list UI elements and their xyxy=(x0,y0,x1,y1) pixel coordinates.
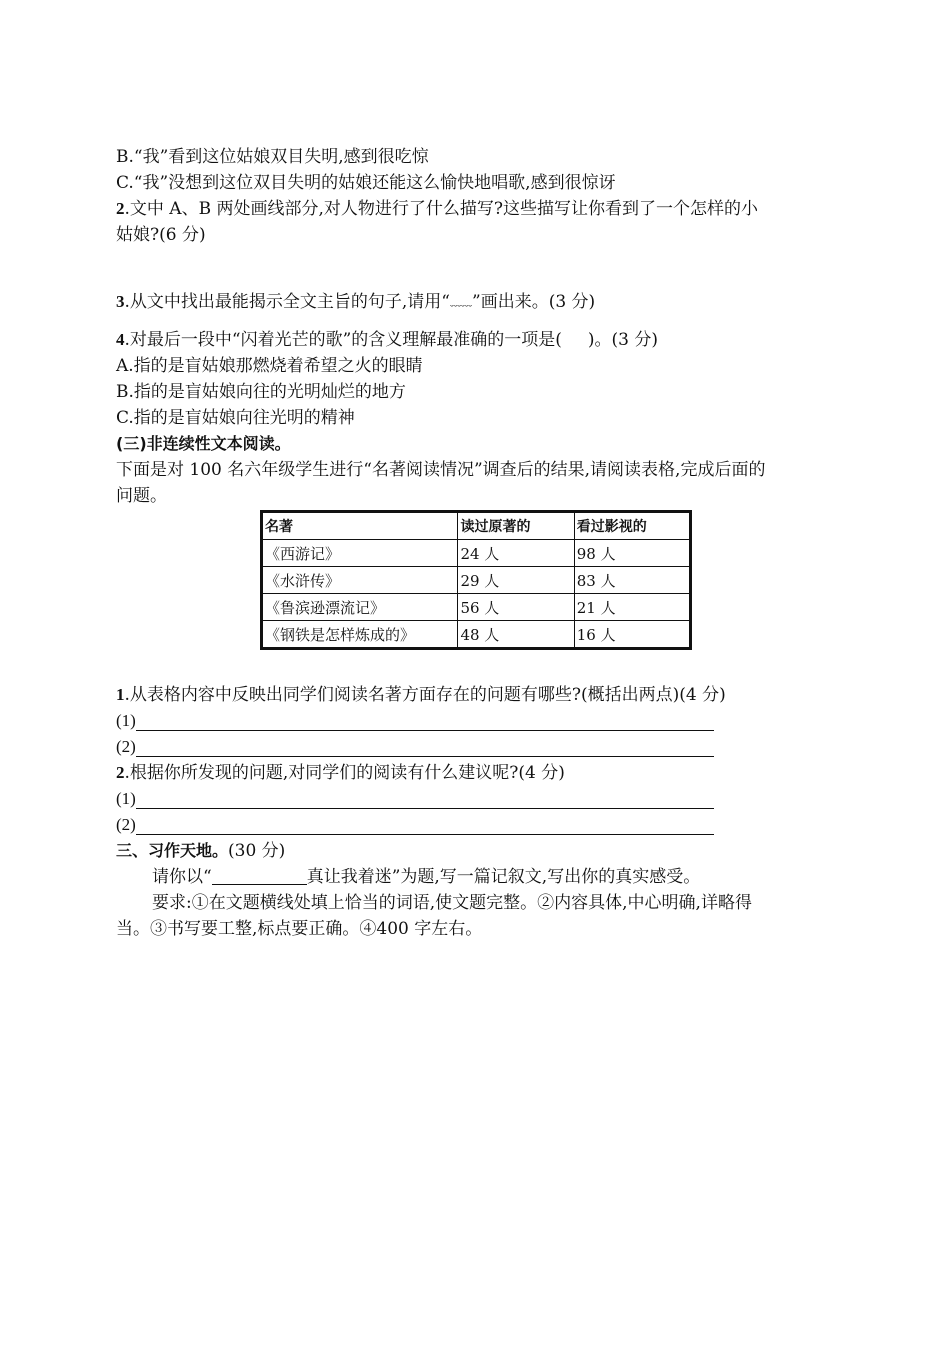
question-number: 1 xyxy=(116,685,125,704)
header-read-original: 读过原著的 xyxy=(458,512,574,540)
table-row xyxy=(262,540,691,567)
table-question-1 xyxy=(116,684,726,706)
question-3 xyxy=(116,291,595,313)
table-row xyxy=(262,621,691,649)
survey-table xyxy=(260,510,692,650)
table-cell: 48 人 xyxy=(458,621,574,649)
answer-label: (2) xyxy=(116,815,136,834)
table-header-row xyxy=(262,512,691,540)
option-b-prev: B.“我”看到这位姑娘双目失明,感到很吃惊 xyxy=(116,147,429,167)
question-number: 2 xyxy=(116,199,125,218)
question-4 xyxy=(116,329,658,351)
answer-label: (1) xyxy=(116,711,136,730)
table-cell: 《鲁滨逊漂流记》 xyxy=(262,594,458,621)
wavy-line-symbol: ﹏﹏ xyxy=(450,295,472,308)
table-cell: 29 人 xyxy=(458,567,574,594)
section-intro-line2: 问题。 xyxy=(116,486,167,506)
question-text: .文中 A、B 两处画线部分,对人物进行了什么描写?这些描写让你看到了一个怎样的小 xyxy=(124,199,758,219)
answer-line-1-1[interactable] xyxy=(116,710,136,732)
question-text: .从文中找出最能揭示全文主旨的句子,请用“ xyxy=(124,292,450,312)
table-question-2 xyxy=(116,762,565,784)
question-2-line2: 姑娘?(6 分) xyxy=(116,225,206,245)
table-row xyxy=(262,567,691,594)
question-2-line1 xyxy=(116,198,758,220)
header-title: 名著 xyxy=(262,512,458,540)
question-text: .根据你所发现的问题,对同学们的阅读有什么建议呢?(4 分) xyxy=(124,763,565,783)
answer-rule xyxy=(136,756,714,757)
table-cell: 《水浒传》 xyxy=(262,567,458,594)
option-a: A.指的是盲姑娘那燃烧着希望之火的眼睛 xyxy=(116,356,423,376)
question-number: 2 xyxy=(116,763,125,782)
answer-line-1-2[interactable] xyxy=(116,736,136,758)
question-text-tail: )。(3 分) xyxy=(587,330,659,350)
writing-points: (30 分) xyxy=(228,841,286,861)
table-cell: 56 人 xyxy=(458,594,574,621)
answer-line-2-2[interactable] xyxy=(116,814,136,836)
question-text: .对最后一段中“闪着光芒的歌”的含义理解最准确的一项是( xyxy=(124,330,562,350)
section-intro-line1: 下面是对 100 名六年级学生进行“名著阅读情况”调查后的结果,请阅读表格,完成后面的 xyxy=(116,460,766,480)
question-text: .从表格内容中反映出同学们阅读名著方面存在的问题有哪些?(概括出两点)(4 分) xyxy=(124,685,726,705)
table-cell: 《西游记》 xyxy=(262,540,458,567)
writing-requirement-line2: 当。③书写要工整,标点要正确。④400 字左右。 xyxy=(116,919,483,939)
question-number: 4 xyxy=(116,330,125,349)
table-cell: 83 人 xyxy=(574,567,690,594)
table-cell: 16 人 xyxy=(574,621,690,649)
prompt-text-tail: 真让我着迷”为题,写一篇记叙文,写出你的真实感受。 xyxy=(306,867,701,887)
answer-label: (1) xyxy=(116,789,136,808)
answer-rule xyxy=(136,730,714,731)
header-watched-film: 看过影视的 xyxy=(574,512,690,540)
table-cell: 24 人 xyxy=(458,540,574,567)
prompt-text: 请你以“ xyxy=(152,867,212,887)
option-c-prev: C.“我”没想到这位双目失明的姑娘还能这么愉快地唱歌,感到很惊讶 xyxy=(116,173,616,193)
writing-heading-line xyxy=(116,840,285,862)
option-c: C.指的是盲姑娘向往光明的精神 xyxy=(116,408,355,428)
table-cell: 21 人 xyxy=(574,594,690,621)
writing-requirement-line1: 要求:①在文题横线处填上恰当的词语,使文题完整。②内容具体,中心明确,详略得 xyxy=(152,893,752,913)
answer-line-2-1[interactable] xyxy=(116,788,136,810)
answer-rule xyxy=(136,808,714,809)
title-blank[interactable] xyxy=(212,868,307,885)
question-number: 3 xyxy=(116,292,125,311)
section-heading: (三)非连续性文本阅读。 xyxy=(116,434,291,453)
answer-rule xyxy=(136,834,714,835)
writing-heading: 三、习作天地。 xyxy=(116,841,229,860)
writing-prompt xyxy=(152,866,700,888)
answer-label: (2) xyxy=(116,737,136,756)
table-cell: 98 人 xyxy=(574,540,690,567)
table-row xyxy=(262,594,691,621)
option-b: B.指的是盲姑娘向往的光明灿烂的地方 xyxy=(116,382,406,402)
table-cell: 《钢铁是怎样炼成的》 xyxy=(262,621,458,649)
question-text-tail: ”画出来。(3 分) xyxy=(472,292,596,312)
